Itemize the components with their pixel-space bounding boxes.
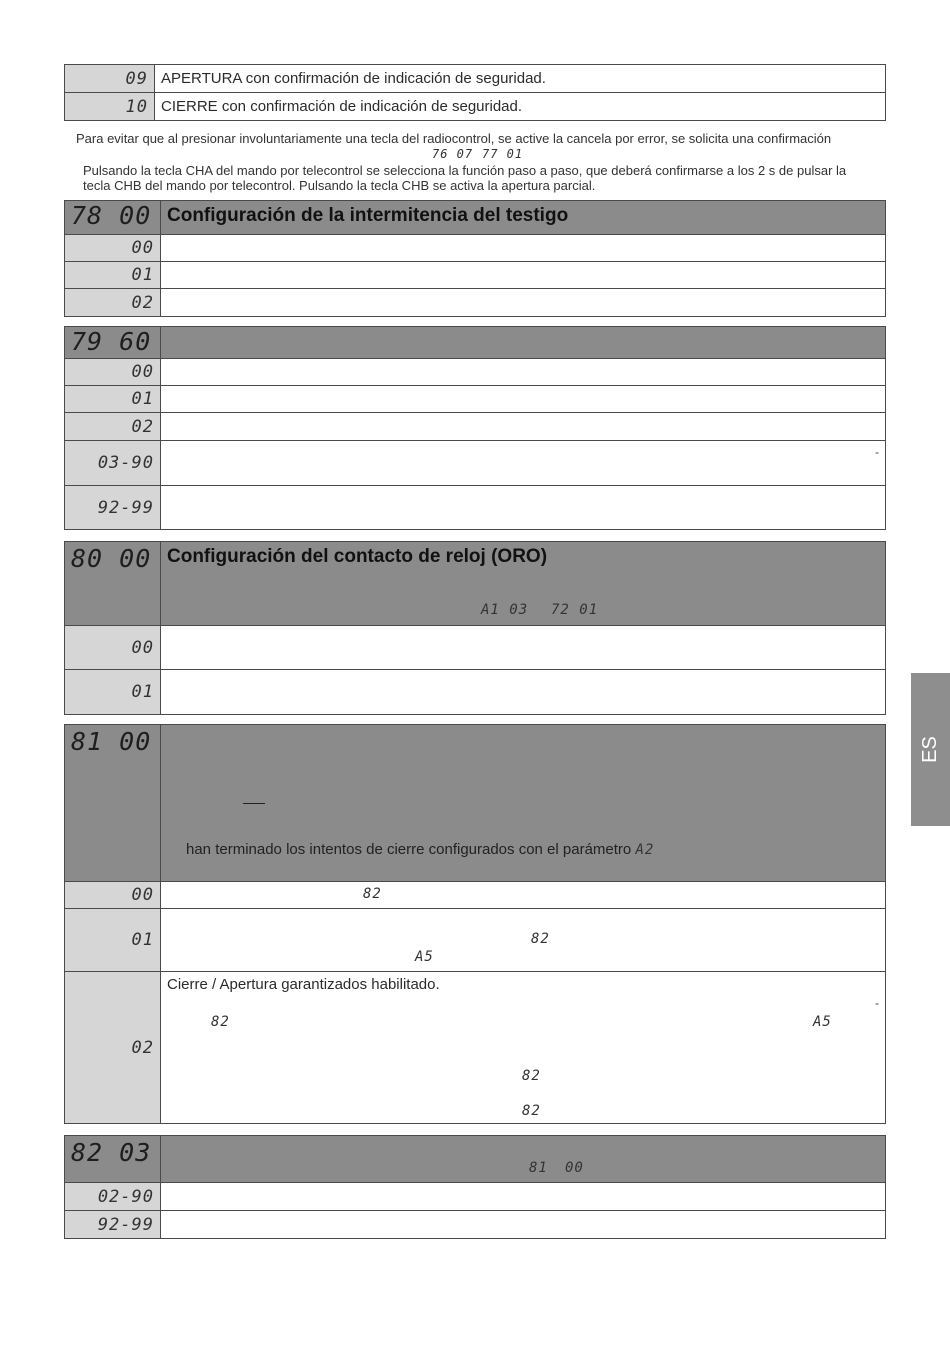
note-line-2: Pulsando la tecla CHA del mando por telecontrol se selecciona la función paso a paso, que deberá confirmarse a los 2 s de pulsar la (83, 163, 847, 178)
option-code: 09 (65, 65, 155, 93)
option-code: 01 (65, 670, 161, 715)
table-row (65, 262, 886, 289)
option-code: 00 (65, 626, 161, 670)
table-row (65, 670, 886, 715)
option-text (161, 235, 886, 262)
underline-mark (243, 803, 265, 804)
option-code: 02 (65, 289, 161, 317)
section-body (161, 1136, 886, 1183)
table-row (65, 441, 886, 486)
param-ref: 82 (522, 1068, 541, 1084)
param-ref: A5 (813, 1014, 832, 1030)
section-header (65, 725, 886, 882)
note-line-3: tecla CHB del mando por telecontrol. Pulsando la tecla CHB se activa la apertura parcial. (83, 178, 596, 193)
table-row (65, 972, 886, 1124)
param-ref: A5 (415, 949, 434, 965)
table-row (65, 413, 886, 441)
section-header (65, 201, 886, 235)
param-ref: 00 (565, 1160, 584, 1176)
option-code: 03-90 (65, 441, 161, 486)
section-title: Configuración de la intermitencia del testigo (161, 201, 886, 235)
option-code: 01 (65, 386, 161, 413)
option-code: 01 (65, 262, 161, 289)
table-row (65, 626, 886, 670)
option-text: APERTURA con confirmación de indicación de seguridad. (155, 65, 886, 93)
section-82-table (64, 1135, 886, 1239)
section-code: 81 00 (65, 725, 161, 882)
table-row (65, 93, 886, 121)
section-header (65, 1136, 886, 1183)
section-code: 82 03 (65, 1136, 161, 1183)
option-text (161, 486, 886, 530)
option-text: CIERRE con confirmación de indicación de seguridad. (155, 93, 886, 121)
option-text (161, 262, 886, 289)
option-code: 02 (65, 413, 161, 441)
section-line (186, 841, 654, 858)
option-text (161, 359, 886, 386)
section-78-table (64, 200, 886, 317)
section-line-text: han terminado los intentos de cierre configurados con el parámetro (186, 841, 632, 858)
param-ref: A1 03 (481, 602, 529, 618)
param-ref: 82 (211, 1014, 230, 1030)
param-ref: 81 (529, 1160, 548, 1176)
option-text (161, 1211, 886, 1239)
continuation-dash: - (875, 445, 879, 459)
option-text (161, 441, 886, 486)
param-ref: 82 (531, 931, 550, 947)
option-text (161, 386, 886, 413)
section-body (161, 725, 886, 882)
section-79-table (64, 326, 886, 530)
table-row (65, 289, 886, 317)
table-row (65, 1211, 886, 1239)
table-row (65, 359, 886, 386)
option-code: 00 (65, 235, 161, 262)
param-ref: 82 (363, 886, 382, 902)
language-tab-es (911, 673, 950, 826)
option-code: 92-99 (65, 1211, 161, 1239)
section-title: Configuración del contacto de reloj (ORO) (167, 546, 548, 567)
option-line: Cierre / Apertura garantizados habilitado. (167, 976, 440, 993)
table-row (65, 882, 886, 909)
section-title (161, 327, 886, 359)
option-code: 10 (65, 93, 155, 121)
option-text (161, 909, 886, 972)
option-text (161, 626, 886, 670)
table-row (65, 65, 886, 93)
option-text (161, 882, 886, 909)
continuation-dash: - (875, 996, 879, 1010)
option-text (161, 289, 886, 317)
section-80-table (64, 541, 886, 715)
note-param-2: 77 01 (482, 147, 524, 161)
top-options-table (64, 64, 886, 121)
section-header (65, 542, 886, 626)
language-tab-label: ES (919, 736, 941, 763)
option-code: 02-90 (65, 1183, 161, 1211)
option-code: 02 (65, 972, 161, 1124)
option-code: 00 (65, 882, 161, 909)
section-header (65, 327, 886, 359)
note-param-1: 76 07 (432, 147, 474, 161)
option-text (161, 1183, 886, 1211)
option-code: 92-99 (65, 486, 161, 530)
section-81-table (64, 724, 886, 1124)
table-row (65, 486, 886, 530)
table-row (65, 235, 886, 262)
option-text (161, 413, 886, 441)
param-ref: 72 01 (551, 602, 599, 618)
section-code: 80 00 (65, 542, 161, 626)
param-ref: A2 (635, 842, 655, 858)
table-row (65, 386, 886, 413)
table-row (65, 1183, 886, 1211)
option-text (161, 972, 886, 1124)
section-code: 79 60 (65, 327, 161, 359)
note-line-1: Para evitar que al presionar involuntariamente una tecla del radiocontrol, se active la cancela por error, se solicita una confirmación (76, 131, 832, 146)
table-row (65, 909, 886, 972)
option-text (161, 670, 886, 715)
param-ref: 82 (522, 1103, 541, 1119)
section-code: 78 00 (65, 201, 161, 235)
option-code: 01 (65, 909, 161, 972)
section-title-cell (161, 542, 886, 626)
option-code: 00 (65, 359, 161, 386)
